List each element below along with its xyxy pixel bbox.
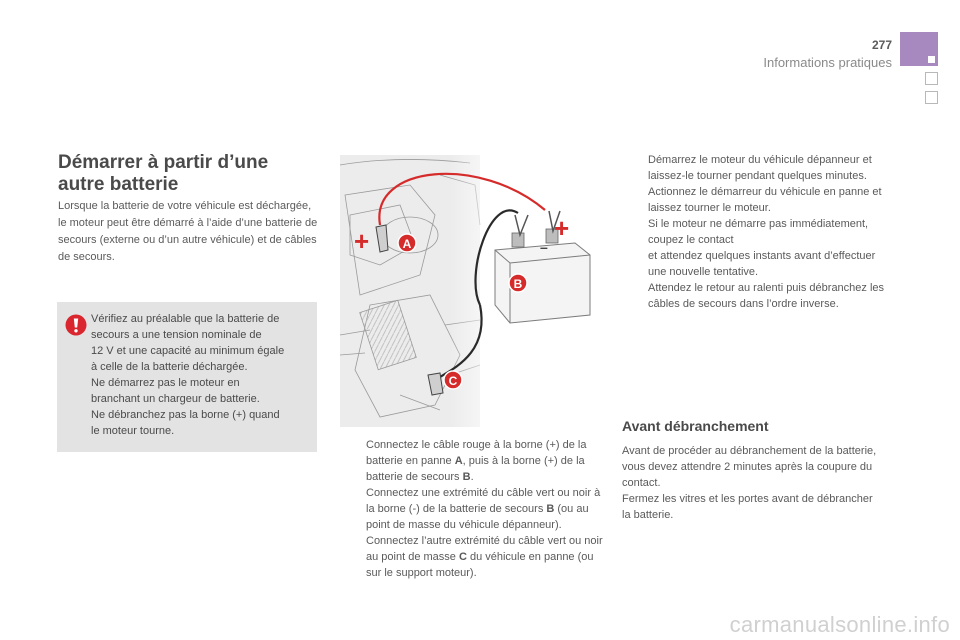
label-c-badge	[444, 371, 462, 389]
list-item	[622, 152, 890, 184]
tab-box-2	[925, 91, 938, 104]
label-c: C	[448, 374, 458, 388]
warning-line: branchant un chargeur de batterie.	[91, 393, 260, 405]
step-ref: A	[454, 455, 463, 467]
paragraph-line: Avant de procéder au débranchement de la batterie, vous devez attendre 2 minutes après la coupure du contact.	[622, 445, 877, 489]
warning-line: Ne débranchez pas la borne (+) quand	[91, 409, 280, 421]
list-item	[622, 280, 890, 312]
paragraph-line: Fermez les vitres et les portes avant de débrancher la batterie.	[622, 493, 873, 521]
step-text: .	[470, 471, 474, 483]
step-text: et attendez quelques instants avant d’effectuer une nouvelle tentative.	[648, 250, 876, 278]
tab-box-1	[925, 72, 938, 85]
title-line-2: autre batterie	[58, 174, 179, 195]
step-ref: B	[546, 503, 555, 515]
disconnect-paragraph	[622, 443, 884, 523]
list-item	[340, 533, 605, 581]
jump-start-diagram	[340, 155, 610, 427]
warning-text	[91, 311, 309, 439]
label-b: B	[513, 277, 523, 291]
warning-line: le moteur tourne.	[91, 425, 175, 437]
step-text: Attendez le retour au ralenti puis débranchez les câbles de secours dans l’ordre inverse.	[648, 282, 885, 310]
section-subtitle: Avant débranchement	[622, 418, 769, 434]
step-text: (ou au point de masse du véhicule dépanneur).	[366, 503, 589, 531]
step-text: Connectez une extrémité du câble vert ou noir à la borne (-) de la batterie de secours	[366, 487, 601, 515]
step-text: , puis à la borne (+) de la batterie de secours	[366, 455, 585, 483]
page-title	[58, 152, 308, 196]
intro-paragraph: Lorsque la batterie de votre véhicule est déchargée, le moteur peut être démarré à l’aide d’une batterie de secours (externe ou d’un autre véhicule) et de câbles de secours.	[58, 200, 318, 263]
exclamation-icon	[65, 314, 87, 336]
step-ref: B	[462, 471, 471, 483]
warning-line: 12 V et une capacité au minimum égale	[91, 345, 285, 357]
connection-steps	[340, 437, 605, 581]
label-b-badge	[509, 274, 527, 292]
plus-sign-right: +	[554, 213, 570, 243]
list-item	[340, 485, 605, 533]
starting-steps	[622, 152, 890, 312]
warning-line: Vérifiez au préalable que la batterie de	[91, 313, 280, 325]
step-text: Démarrez le moteur du véhicule dépanneur et laissez-le tourner pendant quelques minutes.	[648, 154, 872, 182]
minus-sign: –	[540, 239, 548, 255]
section-name: Informations pratiques	[763, 55, 892, 70]
section-tab-marker	[900, 32, 938, 66]
step-text: Connectez l’autre extrémité du câble vert ou noir au point de masse	[366, 535, 603, 563]
warning-line: Ne démarrez pas le moteur en	[91, 377, 240, 389]
page-number: 277	[871, 38, 892, 52]
step-text: Si le moteur ne démarre pas immédiatement, coupez le contact	[648, 218, 869, 246]
warning-box	[57, 302, 317, 452]
list-item	[340, 437, 605, 485]
watermark: carmanualsonline.info	[729, 612, 950, 637]
warning-line: à celle de la batterie déchargée.	[91, 361, 248, 373]
step-text: du véhicule en panne (ou sur le support moteur).	[366, 551, 594, 579]
step-text: Connectez le câble rouge à la borne (+) de la batterie en panne	[366, 439, 587, 467]
title-line-1: Démarrer à partir d’une	[58, 152, 269, 173]
label-a-badge	[398, 234, 416, 252]
plus-sign-left: +	[354, 226, 370, 256]
label-a: A	[402, 237, 412, 251]
tab-dot	[928, 56, 935, 63]
step-text: Actionnez le démarreur du véhicule en panne et laissez tourner le moteur.	[648, 186, 882, 214]
warning-line: secours a une tension nominale de	[91, 329, 262, 341]
list-item	[622, 184, 890, 280]
step-ref: C	[458, 551, 467, 563]
